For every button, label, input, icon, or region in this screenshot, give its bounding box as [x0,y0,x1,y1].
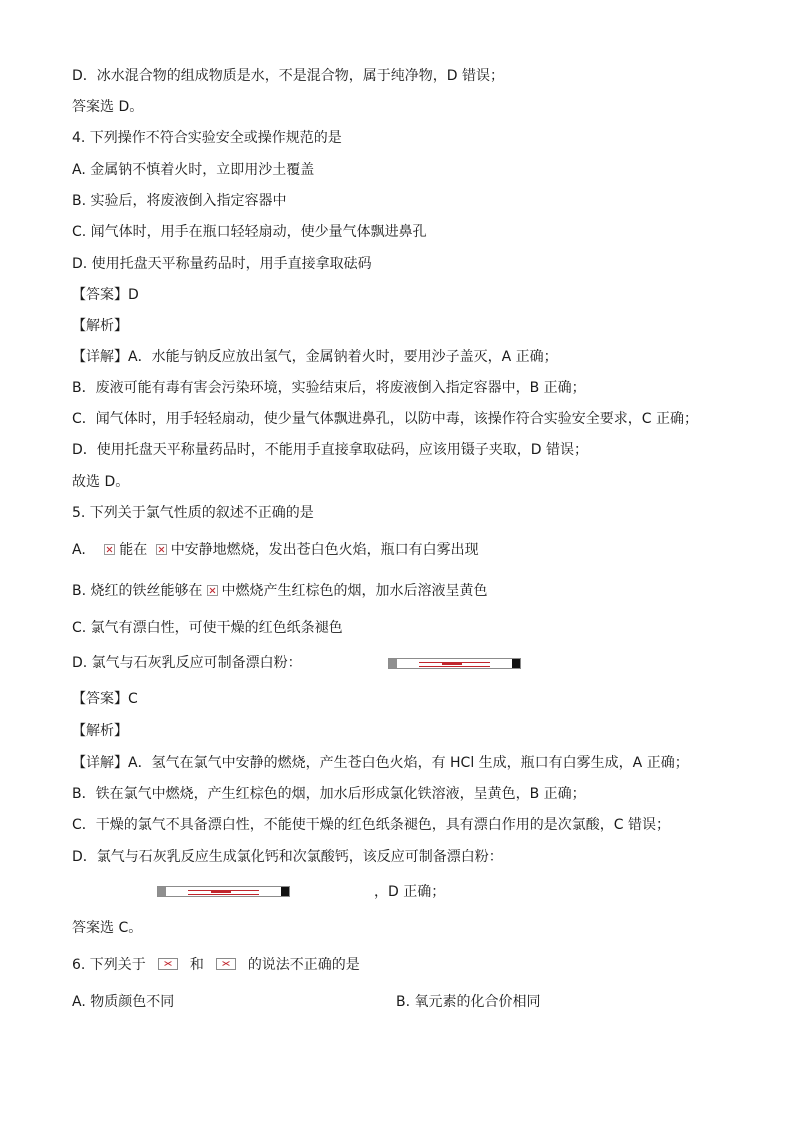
q5-option-a-label: A. [72,542,86,558]
q5-option-d: D. 氯气与石灰乳反应可制备漂白粉： [72,655,302,671]
q5-option-b [72,581,488,601]
question-4-stem: 4. 下列操作不符合实验安全或操作规范的是 [72,130,342,146]
equation-arrow-mark [442,662,462,665]
q5-explanation: B．铁在氯气中燃烧，产生红棕色的烟，加水后形成氯化铁溶液，呈黄色，B 正确； [72,786,586,802]
text-line: 答案选 D。 [72,99,144,115]
equation-image [388,658,521,669]
q6-stem-text: 和 [189,957,204,973]
q5-final: 答案选 C。 [72,920,143,936]
q4-final: 故选 D。 [72,474,130,490]
q4-explanation: B．废液可能有毒有害会污染环境，实验结束后，将废液倒入指定容器中，B 正确； [72,380,586,396]
q4-explanation: D．使用托盘天平称量药品时，不能用手直接拿取砝码，应该用镊子夹取，D 错误； [72,442,589,458]
q5-analysis-heading: 【解析】 [72,723,128,739]
q5-option-b-text: B. 烧红的铁丝能够在 [72,583,203,599]
q5-option-a-text: 中安静地燃烧，发出苍白色火焰，瓶口有白雾出现 [170,542,479,558]
q4-explanation: C．闻气体时，用手轻轻扇动，使少量气体飘进鼻孔，以防中毒，该操作符合实验安全要求，C 正确； [72,411,698,427]
q6-option-b: B. 氧元素的化合价相同 [396,994,541,1010]
q4-option-d: D. 使用托盘天平称量药品时，用手直接拿取砝码 [72,256,372,272]
q5-explanation: 【详解】A．氢气在氯气中安静的燃烧，产生苍白色火焰，有 HCl 生成，瓶口有白雾生成，A 正确； [72,755,689,771]
q5-option-a [72,540,479,560]
equation-image-left-cap [158,887,166,896]
broken-image-icon [216,958,236,970]
q4-option-a: A. 金属钠不慎着火时，立即用沙土覆盖 [72,162,315,178]
equation-image-right-cap [281,887,289,896]
q6-option-a: A. 物质颜色不同 [72,994,175,1010]
q4-option-b: B. 实验后，将废液倒入指定容器中 [72,193,287,209]
q5-explanation-tail: ，D 正确； [374,884,446,900]
equation-image [157,886,290,897]
q5-answer: 【答案】C [72,691,138,707]
equation-image-left-cap [389,659,397,668]
broken-image-icon [207,585,218,596]
q4-explanation: 【详解】A．水能与钠反应放出氢气，金属钠着火时，要用沙子盖灭，A 正确； [72,349,558,365]
q6-stem-text: 6. 下列关于 [72,957,146,973]
q5-option-b-text: 中燃烧产生红棕色的烟，加水后溶液呈黄色 [221,583,488,599]
equation-image-right-cap [512,659,520,668]
q5-option-c: C. 氯气有漂白性，可使干燥的红色纸条褪色 [72,620,343,636]
q5-option-a-text: 能在 [119,542,148,558]
text-line: D．冰水混合物的组成物质是水，不是混合物，属于纯净物，D 错误； [72,68,505,84]
q4-option-c: C. 闻气体时，用手在瓶口轻轻扇动，使少量气体飘进鼻孔 [72,224,427,240]
broken-image-icon [156,544,167,555]
q5-explanation: D．氯气与石灰乳反应生成氯化钙和次氯酸钙，该反应可制备漂白粉： [72,849,503,865]
q4-answer: 【答案】D [72,287,139,303]
broken-image-icon [158,958,178,970]
q6-stem-text: 的说法不正确的是 [247,957,360,973]
question-5-stem: 5. 下列关于氯气性质的叙述不正确的是 [72,505,314,521]
question-6-stem [72,955,360,975]
broken-image-icon [104,544,115,555]
q4-analysis-heading: 【解析】 [72,318,128,334]
q5-explanation: C．干燥的氯气不具备漂白性，不能使干燥的红色纸条褪色，具有漂白作用的是次氯酸，C 错误； [72,817,670,833]
equation-arrow-mark [211,890,231,893]
